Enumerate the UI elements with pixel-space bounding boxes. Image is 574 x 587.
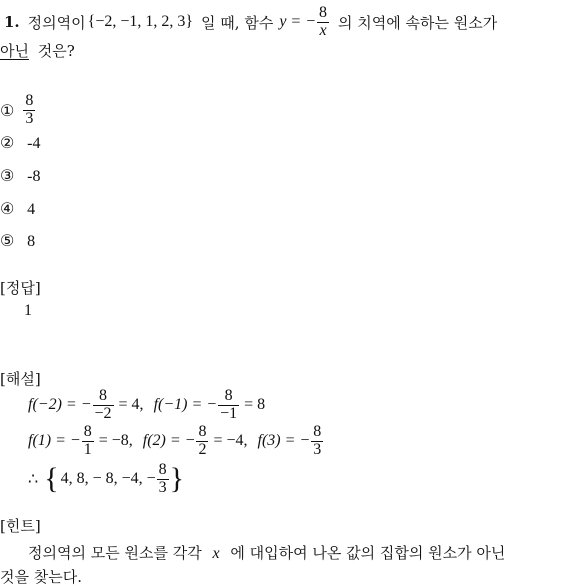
question-text-2: 일 때, 함수 xyxy=(201,13,274,32)
eq-f-3-fraction xyxy=(311,424,323,459)
answer-value: 1 xyxy=(24,302,32,319)
eq-f-3-num: 8 xyxy=(313,422,322,440)
choice-1-fraction xyxy=(23,93,35,128)
choice-4-text: 4 xyxy=(27,201,36,218)
choice-5[interactable] xyxy=(0,231,35,251)
choice-1[interactable] xyxy=(0,90,36,130)
explanation-label: [해설] xyxy=(0,370,41,388)
eq-f-neg2: f(−2) = − xyxy=(28,396,92,413)
eq-f-2-result: = −4, xyxy=(213,432,248,449)
eq-f-1-fraction xyxy=(82,424,94,459)
eq-f-neg2-den: −2 xyxy=(94,404,112,422)
choice-4-marker: ④ xyxy=(0,199,15,218)
function-denominator: x xyxy=(319,21,327,39)
eq-f-1-den: 1 xyxy=(83,440,92,458)
question-number: 1. xyxy=(4,13,20,31)
question-line-1 xyxy=(4,4,497,40)
eq-f-3: f(3) = − xyxy=(257,432,311,449)
question-text-1: 정의역이 xyxy=(27,13,86,32)
choice-5-marker: ⑤ xyxy=(0,231,15,250)
choice-5-text: 8 xyxy=(27,233,36,250)
choice-2-marker: ② xyxy=(0,133,15,152)
hint-line-2: 것을 찾는다. xyxy=(0,568,82,586)
choice-2-text: -4 xyxy=(27,135,41,152)
range-set-items: 4, 8, − 8, −4, − xyxy=(60,470,156,487)
question-text-3: 의 치역에 속하는 원소가 xyxy=(338,13,498,32)
eq-f-2-num: 8 xyxy=(198,422,207,440)
eq-f-3-den: 3 xyxy=(313,440,322,458)
question-line-2 xyxy=(0,40,75,61)
hint-var: x xyxy=(212,545,220,562)
eq-f-neg2-num: 8 xyxy=(99,386,108,404)
range-set-den: 3 xyxy=(158,478,167,496)
eq-f-2: f(2) = − xyxy=(142,432,196,449)
question-underlined: 아닌 xyxy=(0,42,29,60)
hint-line-1 xyxy=(28,542,505,563)
choice-4[interactable] xyxy=(0,199,35,219)
hint-label: [힌트] xyxy=(0,517,41,535)
eq-f-2-den: 2 xyxy=(198,440,207,458)
function-numerator: 8 xyxy=(319,3,328,21)
choice-1-numerator: 8 xyxy=(25,91,34,109)
choice-3[interactable] xyxy=(0,166,40,186)
eq-f-neg1-den: −1 xyxy=(220,404,238,422)
choice-3-text: -8 xyxy=(27,168,41,185)
choice-1-denominator: 3 xyxy=(25,109,34,127)
domain-set: {−2, −1, 1, 2, 3} xyxy=(87,13,194,30)
range-set-fraction xyxy=(157,462,169,497)
eq-f-1: f(1) = − xyxy=(28,432,81,449)
hint-text-2: 에 대입하여 나온 값의 집합의 원소가 아닌 xyxy=(230,544,506,562)
function-lhs: y = − xyxy=(279,13,317,30)
explanation-line-3 xyxy=(28,456,184,502)
hint-text-1: 정의역의 모든 원소를 각각 xyxy=(28,544,202,562)
eq-f-neg1-num: 8 xyxy=(224,386,233,404)
choice-1-marker: ① xyxy=(0,100,15,120)
choice-2[interactable] xyxy=(0,133,40,153)
choice-3-marker: ③ xyxy=(0,166,15,185)
eq-f-1-result: = −8, xyxy=(98,432,133,449)
eq-f-1-num: 8 xyxy=(83,422,92,440)
eq-f-neg1: f(−1) = − xyxy=(153,396,218,413)
range-set-close-brace: } xyxy=(169,462,185,495)
range-set-num: 8 xyxy=(158,460,167,478)
question-text-4: 것은? xyxy=(37,42,75,60)
answer-label: [정답] xyxy=(0,279,41,297)
range-set-open-brace: { xyxy=(44,462,59,495)
eq-f-neg1-result: = 8 xyxy=(244,396,266,413)
function-fraction xyxy=(317,5,329,40)
eq-f-neg2-result: = 4, xyxy=(118,396,144,413)
therefore-symbol: ∴ xyxy=(28,471,39,488)
eq-f-2-fraction xyxy=(196,424,208,459)
